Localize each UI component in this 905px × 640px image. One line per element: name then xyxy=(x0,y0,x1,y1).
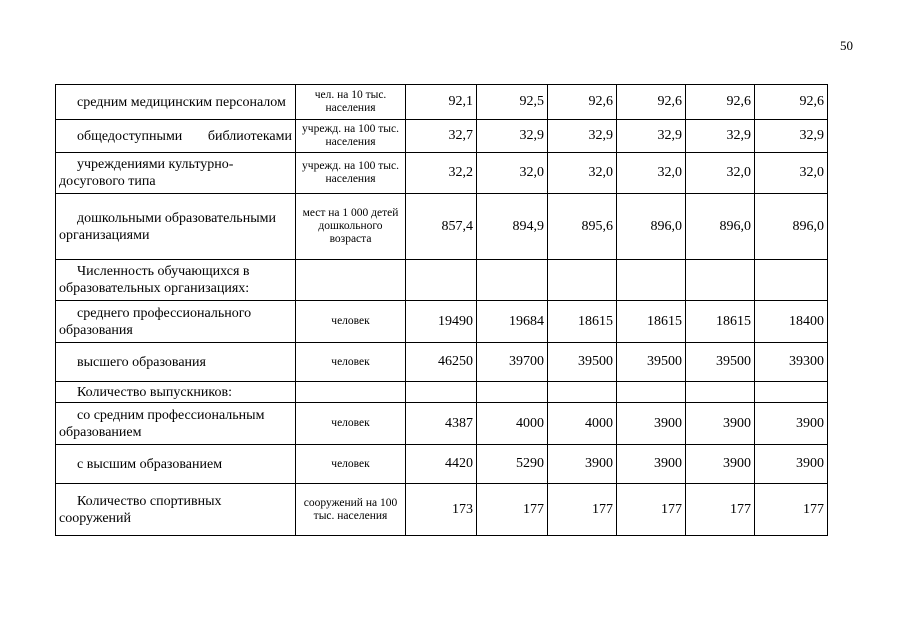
value-cell: 3900 xyxy=(755,445,828,484)
value-cell: 32,9 xyxy=(686,120,755,153)
unit-cell: сооружений на 100 тыс. населения xyxy=(296,484,406,536)
value-cell: 39500 xyxy=(617,343,686,382)
table-row xyxy=(56,403,828,445)
value-cell: 177 xyxy=(686,484,755,536)
indicator-text: общедоступными библиотеками xyxy=(77,128,292,144)
value-cell: 896,0 xyxy=(755,194,828,260)
value-cell: 92,6 xyxy=(755,85,828,120)
indicator-text: Количество выпускников: xyxy=(77,384,232,400)
value-cell: 894,9 xyxy=(477,194,548,260)
indicator-cell xyxy=(56,194,296,260)
value-cell xyxy=(406,260,477,301)
value-cell: 32,2 xyxy=(406,153,477,194)
value-cell: 3900 xyxy=(686,403,755,445)
indicator-text: дошкольными образовательными организациями xyxy=(59,210,276,243)
value-cell: 4000 xyxy=(548,403,617,445)
table-row xyxy=(56,194,828,260)
value-cell: 896,0 xyxy=(617,194,686,260)
indicator-text: со средним профессиональным образованием xyxy=(59,407,265,440)
value-cell: 173 xyxy=(406,484,477,536)
table-body xyxy=(56,85,828,536)
table-row xyxy=(56,120,828,153)
value-cell: 177 xyxy=(477,484,548,536)
value-cell: 92,6 xyxy=(548,85,617,120)
unit-cell: человек xyxy=(296,403,406,445)
value-cell xyxy=(406,382,477,403)
value-cell: 4387 xyxy=(406,403,477,445)
value-cell: 32,0 xyxy=(477,153,548,194)
value-cell: 177 xyxy=(548,484,617,536)
value-cell: 92,6 xyxy=(617,85,686,120)
value-cell: 896,0 xyxy=(686,194,755,260)
unit-cell xyxy=(296,260,406,301)
value-cell: 39500 xyxy=(686,343,755,382)
value-cell: 177 xyxy=(755,484,828,536)
table-row xyxy=(56,301,828,343)
value-cell xyxy=(617,260,686,301)
value-cell xyxy=(686,260,755,301)
value-cell: 32,0 xyxy=(548,153,617,194)
table-row xyxy=(56,153,828,194)
unit-cell: человек xyxy=(296,343,406,382)
value-cell: 39500 xyxy=(548,343,617,382)
value-cell: 19684 xyxy=(477,301,548,343)
value-cell xyxy=(548,382,617,403)
indicator-text: учреждениями культурно-досугового типа xyxy=(59,157,234,189)
value-cell: 32,0 xyxy=(755,153,828,194)
value-cell: 895,6 xyxy=(548,194,617,260)
value-cell: 3900 xyxy=(617,403,686,445)
indicator-cell xyxy=(56,403,296,445)
value-cell: 5290 xyxy=(477,445,548,484)
value-cell xyxy=(477,382,548,403)
value-cell: 18615 xyxy=(548,301,617,343)
statistics-table xyxy=(55,84,828,536)
value-cell: 18615 xyxy=(617,301,686,343)
value-cell xyxy=(548,260,617,301)
indicator-cell xyxy=(56,85,296,120)
value-cell: 32,7 xyxy=(406,120,477,153)
unit-cell: человек xyxy=(296,445,406,484)
table-row xyxy=(56,85,828,120)
value-cell: 46250 xyxy=(406,343,477,382)
value-cell: 177 xyxy=(617,484,686,536)
indicator-text: среднего профессионального образования xyxy=(59,305,252,338)
value-cell xyxy=(755,260,828,301)
value-cell xyxy=(477,260,548,301)
value-cell: 39300 xyxy=(755,343,828,382)
indicator-text: высшего образования xyxy=(77,354,206,370)
indicator-cell xyxy=(56,445,296,484)
indicator-cell xyxy=(56,120,296,153)
value-cell: 92,1 xyxy=(406,85,477,120)
value-cell: 19490 xyxy=(406,301,477,343)
value-cell: 32,0 xyxy=(617,153,686,194)
page-number: 50 xyxy=(840,38,853,53)
value-cell: 92,5 xyxy=(477,85,548,120)
value-cell xyxy=(617,382,686,403)
value-cell: 4000 xyxy=(477,403,548,445)
value-cell: 32,9 xyxy=(548,120,617,153)
table-row xyxy=(56,445,828,484)
value-cell: 92,6 xyxy=(686,85,755,120)
value-cell: 3900 xyxy=(686,445,755,484)
value-cell: 4420 xyxy=(406,445,477,484)
unit-cell: чел. на 10 тыс. населения xyxy=(296,85,406,120)
table-row xyxy=(56,382,828,403)
table-row xyxy=(56,484,828,536)
value-cell: 3900 xyxy=(617,445,686,484)
indicator-text: с высшим образованием xyxy=(77,456,223,472)
unit-cell: учрежд. на 100 тыс. населения xyxy=(296,120,406,153)
indicator-cell xyxy=(56,301,296,343)
value-cell: 32,9 xyxy=(617,120,686,153)
value-cell: 32,9 xyxy=(477,120,548,153)
indicator-text: Количество спортивных сооружений xyxy=(59,493,222,526)
value-cell xyxy=(686,382,755,403)
indicator-cell xyxy=(56,484,296,536)
unit-cell: мест на 1 000 детей дошкольного возраста xyxy=(296,194,406,260)
value-cell: 3900 xyxy=(755,403,828,445)
table-row xyxy=(56,343,828,382)
value-cell: 39700 xyxy=(477,343,548,382)
indicator-text: средним медицинским персоналом xyxy=(77,94,286,110)
table-row xyxy=(56,260,828,301)
unit-cell: человек xyxy=(296,301,406,343)
value-cell: 857,4 xyxy=(406,194,477,260)
unit-cell: учрежд. на 100 тыс. населения xyxy=(296,153,406,194)
value-cell: 3900 xyxy=(548,445,617,484)
value-cell: 32,0 xyxy=(686,153,755,194)
indicator-cell xyxy=(56,153,296,194)
indicator-text: Численность обучающихся в образовательных организациях: xyxy=(59,264,250,296)
value-cell: 18400 xyxy=(755,301,828,343)
value-cell: 32,9 xyxy=(755,120,828,153)
value-cell xyxy=(755,382,828,403)
indicator-cell xyxy=(56,343,296,382)
indicator-cell xyxy=(56,382,296,403)
value-cell: 18615 xyxy=(686,301,755,343)
unit-cell xyxy=(296,382,406,403)
indicator-cell xyxy=(56,260,296,301)
